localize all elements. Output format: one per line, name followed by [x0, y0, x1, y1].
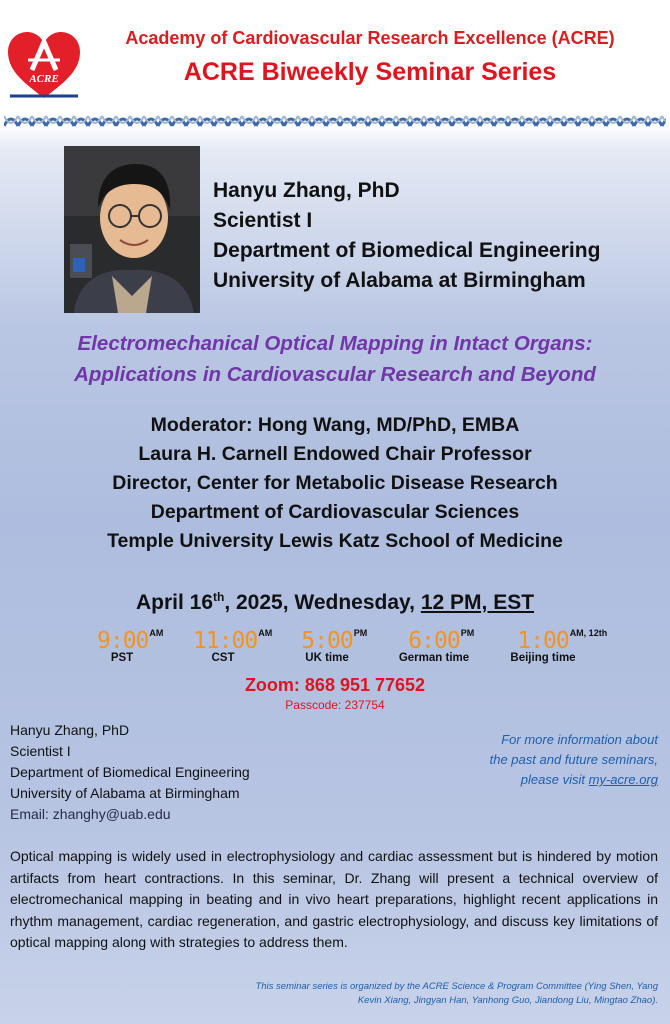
- series-title: ACRE Biweekly Seminar Series: [183, 58, 557, 86]
- seminar-date: [20, 590, 650, 615]
- moderator-department: Department of Cardiovascular Sciences: [150, 501, 520, 523]
- time-zone-beijing: [500, 628, 608, 664]
- speaker-name: Hanyu Zhang, PhD: [213, 179, 400, 202]
- speaker-info: [213, 176, 600, 296]
- contact-email[interactable]: Email: zhanghy@uab.edu: [10, 806, 171, 822]
- clock-ampm: AM, 12th: [569, 628, 608, 638]
- moderator-school: Temple University Lewis Katz School of Medicine: [107, 530, 563, 552]
- more-info-line-2: the past and future seminars,: [489, 752, 658, 767]
- date-day: April 16: [135, 591, 213, 614]
- decorative-rope-divider: [4, 114, 666, 128]
- date-rest: , 2025, Wednesday,: [224, 591, 421, 614]
- speaker-photo: [64, 146, 200, 313]
- zone-label: PST: [110, 652, 134, 664]
- abstract-text: Optical mapping is widely used in electrophysiology and cardiac assessment but is hindered by motion artifacts from heart contractions. In this seminar, Dr. Zhang will present a technical overview of electromechanical mapping in beating and in vivo heart preparations, highlight recent applications in rhythm management, cardiac regeneration, and gastric electrophysiology, and discuss key limitations of optical mapping along with strategies to address them.: [10, 848, 658, 950]
- zone-label: CST: [211, 652, 235, 664]
- speaker-position: Scientist I: [213, 209, 313, 232]
- time-zone-germany: [388, 628, 480, 664]
- moderator-title: Laura H. Carnell Endowed Chair Professor: [138, 443, 532, 465]
- clock-time: 1:00: [517, 628, 569, 654]
- moderator-director: Director, Center for Metabolic Disease Research: [112, 472, 558, 494]
- zoom-meeting-id[interactable]: Zoom: 868 951 77652: [244, 675, 426, 695]
- zoom-passcode: Passcode: 237754: [285, 698, 385, 712]
- organization-name: Academy of Cardiovascular Research Excellence (ACRE): [125, 28, 615, 48]
- more-info-line-1: For more information about: [501, 732, 658, 747]
- seminar-time: 12 PM, EST: [420, 591, 535, 614]
- clock-time: 6:00: [408, 628, 460, 654]
- talk-title: [20, 328, 650, 390]
- moderator-info: [20, 411, 650, 556]
- clock-ampm: AM: [149, 628, 164, 638]
- time-zone-pst: [97, 628, 164, 664]
- more-info: [490, 730, 658, 790]
- organizer-footnote: This seminar series is organized by the ACRE Science & Program Committee (Ying Shen, Yang Kevin Xiang, Jingyan Han, Yanhong Guo, Jiandong Liu, Mingtao Zhao).: [255, 981, 658, 1006]
- clock-time: 9:00: [97, 628, 149, 654]
- clock-time: 5:00: [301, 628, 353, 654]
- acre-logo: [6, 30, 82, 102]
- contact-position: Scientist I: [10, 743, 71, 759]
- time-zone-cst: [193, 628, 273, 664]
- clock-time: 11:00: [193, 628, 258, 654]
- website-link[interactable]: my-acre.org: [588, 772, 658, 787]
- zone-label: Beijing time: [510, 652, 576, 664]
- talk-title-line-1: Electromechanical Optical Mapping in Intact Organs:: [77, 332, 593, 355]
- more-info-line-3: [490, 770, 658, 790]
- more-info-prefix: please visit: [520, 772, 589, 787]
- contact-university: University of Alabama at Birmingham: [10, 785, 240, 801]
- talk-title-line-2: Applications in Cardiovascular Research and Beyond: [74, 363, 596, 386]
- speaker-department: Department of Biomedical Engineering: [213, 239, 601, 262]
- date-ordinal: th: [213, 590, 225, 604]
- moderator-name: Moderator: Hong Wang, MD/PhD, EMBA: [150, 414, 520, 436]
- logo-text: ACRE: [29, 73, 59, 85]
- speaker-university: University of Alabama at Birmingham: [213, 269, 586, 292]
- contact-name: Hanyu Zhang, PhD: [10, 722, 130, 738]
- zone-label: German time: [398, 652, 470, 664]
- clock-ampm: PM: [353, 628, 368, 638]
- contact-department: Department of Biomedical Engineering: [10, 764, 250, 780]
- zone-label: UK time: [305, 652, 349, 664]
- clock-ampm: AM: [258, 628, 273, 638]
- time-zone-uk: [296, 628, 368, 664]
- speaker-contact: [10, 720, 250, 825]
- clock-ampm: PM: [460, 628, 475, 638]
